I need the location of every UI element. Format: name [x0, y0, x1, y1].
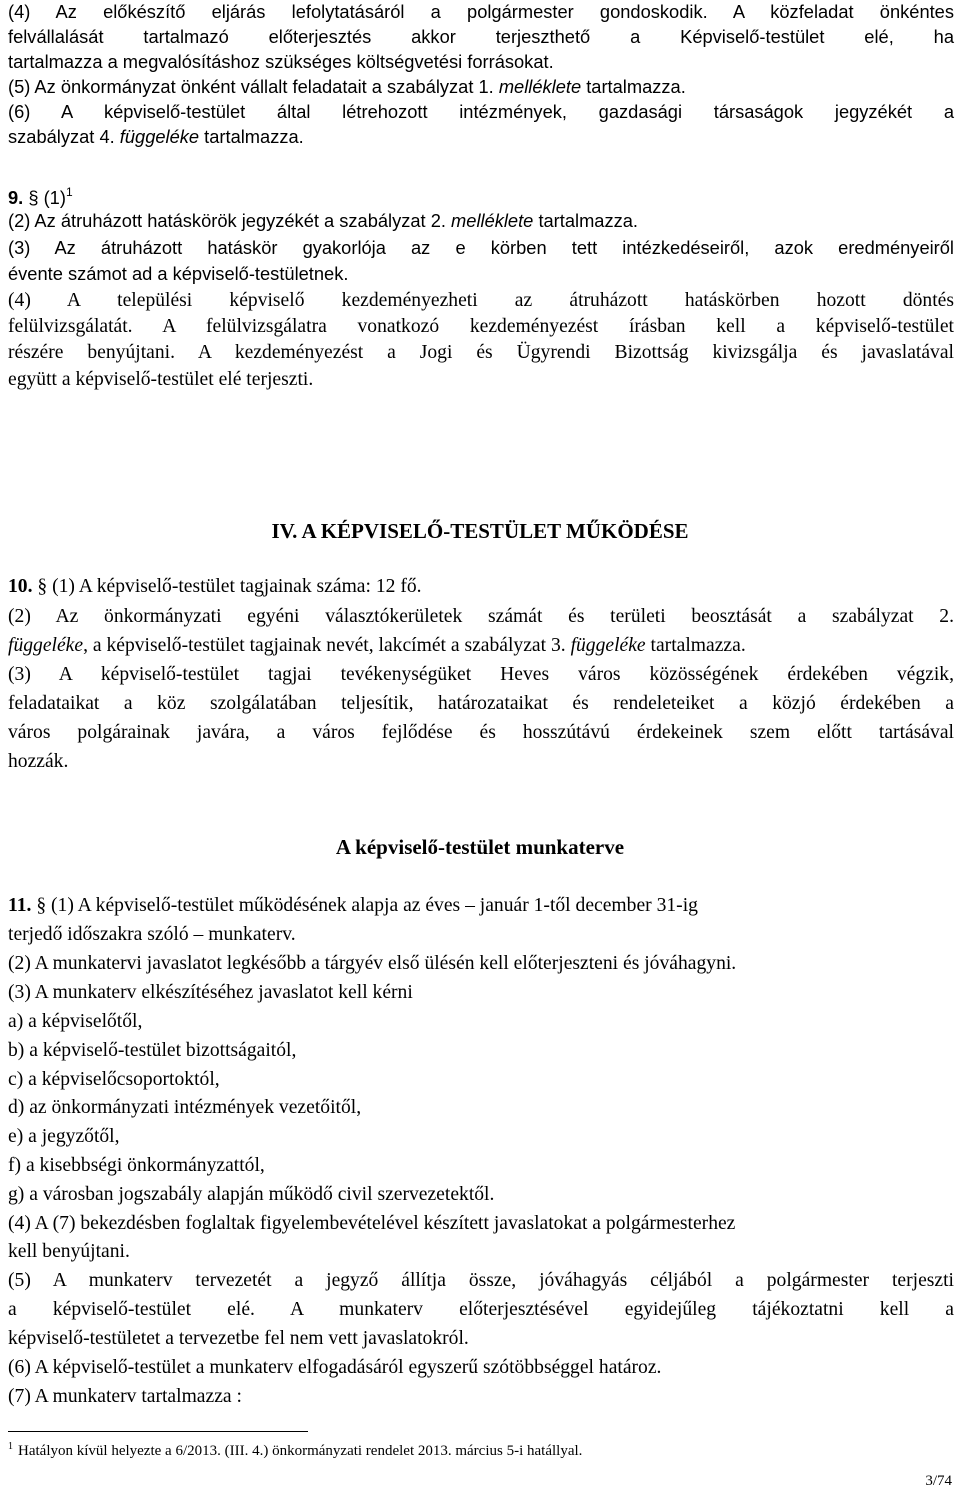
- section-sign-link[interactable]: §: [36, 895, 47, 916]
- section-10-heading: [8, 575, 422, 599]
- paragraph-line: város polgárainak javára, a város fejlődése és hosszútávú érdekeinek szem előtt tartásával: [8, 722, 954, 743]
- paragraph-line: (4) A települési képviselő kezdeményezheti az átruházott hatáskörben hozott döntés: [8, 290, 954, 311]
- list-item: e) a jegyzőtől,: [8, 1126, 120, 1147]
- paragraph-line: (4) A (7) bekezdésben foglaltak figyelembevételével készített javaslatokat a polgármesterhez: [8, 1213, 736, 1234]
- paragraph-line: részére benyújtani. A kezdeményezést a Jogi és Ügyrendi Bizottság kivizsgálja és javaslatával: [8, 342, 954, 363]
- section-sign-link[interactable]: §: [28, 187, 39, 208]
- list-item: c) a képviselőcsoportoktól,: [8, 1069, 220, 1090]
- paragraph-line: feladataikat a köz szolgálatában teljesítik, határozataikat és rendeleteiket a közjó érdekében a: [8, 693, 954, 714]
- paragraph-line: (7) A munkaterv tartalmazza :: [8, 1386, 242, 1407]
- section-number: 10.: [8, 576, 33, 597]
- text-run: (1) A képviselő-testület tagjainak száma: 12 fő.: [47, 576, 422, 597]
- footnote-text: Hatályon kívül helyezte a 6/2013. (III. 4.) önkormányzati rendelet 2013. március 5-i hatállyal.: [18, 1443, 583, 1459]
- paragraph-line: [8, 125, 304, 149]
- section-11-heading: [8, 894, 698, 918]
- paragraph-line: (5) A munkaterv tervezetét a jegyző állítja össze, jóváhagyás céljából a polgármester terjeszti: [8, 1270, 954, 1291]
- text-run: tartalmazza.: [199, 126, 304, 147]
- list-item: d) az önkormányzati intézmények vezetőitől,: [8, 1097, 362, 1118]
- italic-text-run: melléklete: [498, 76, 582, 97]
- list-item: f) a kisebbségi önkormányzattól,: [8, 1155, 265, 1176]
- paragraph-line: kell benyújtani.: [8, 1241, 130, 1262]
- paragraph-line: hozzák.: [8, 751, 69, 772]
- text-run: (2) Az átruházott hatáskörök jegyzékét a szabályzat 2.: [8, 210, 452, 231]
- paragraph-line: (6) A képviselő-testület a munkaterv elfogadásáról egyszerű szótöbbséggel határoz.: [8, 1357, 662, 1378]
- paragraph-line: (6) A képviselő-testület által létrehozott intézmények, gazdasági társaságok jegyzékét a: [8, 101, 954, 122]
- text-run: tartalmazza.: [581, 76, 686, 97]
- page-number: 3/74: [925, 1473, 952, 1489]
- paragraph-line: (3) A képviselő-testület tagjai tevékenységüket Heves város közösségének érdekében végzik,: [8, 664, 954, 685]
- italic-text-run: melléklete: [451, 210, 534, 231]
- italic-text-run: függeléke: [570, 635, 646, 656]
- italic-text-run: függeléke: [8, 635, 84, 656]
- paragraph-line: (2) Az önkormányzati egyéni választókerületek számát és területi beosztását a szabályzat 2.: [8, 606, 954, 627]
- text-run: (5) Az önkormányzat önként vállalt feladatait a szabályzat 1.: [8, 76, 499, 97]
- paragraph-line: (4) Az előkészítő eljárás lefolytatásáról a polgármester gondoskodik. A közfeladat önkéntes: [8, 1, 954, 22]
- text-run: tartalmazza.: [533, 210, 639, 231]
- text-run: szabályzat 4.: [8, 126, 120, 147]
- section-heading: A képviselő-testület munkaterve: [335, 835, 625, 859]
- list-item: b) a képviselő-testület bizottságaitól,: [8, 1040, 297, 1061]
- section-9-heading: [8, 180, 73, 210]
- text-run: tartalmazza.: [645, 635, 746, 656]
- paragraph-line: [8, 634, 746, 658]
- paragraph-line: [8, 75, 686, 99]
- paragraph-line: a képviselő-testület elé. A munkaterv előterjesztésével egyidejűleg tájékoztatni kell a: [8, 1299, 954, 1320]
- paragraph-line: terjedő időszakra szóló – munkaterv.: [8, 924, 296, 945]
- chapter-heading: IV. A KÉPVISELŐ-TESTÜLET MŰKÖDÉSE: [271, 519, 689, 543]
- paragraph-line: (3) A munkaterv elkészítéséhez javaslatot kell kérni: [8, 982, 413, 1003]
- paragraph-line: képviselő-testületet a tervezetbe fel nem vett javaslatokról.: [8, 1328, 469, 1349]
- paragraph-line: (3) Az átruházott hatáskör gyakorlója az e körben tett intézkedéseiről, azok eredményeiről: [8, 237, 954, 258]
- italic-text-run: függeléke: [119, 126, 200, 147]
- section-number: 9.: [8, 187, 24, 208]
- list-item: g) a városban jogszabály alapján működő civil szervezetektől.: [8, 1184, 495, 1205]
- footnote-reference[interactable]: 1: [65, 185, 73, 199]
- footnote: [8, 1441, 582, 1460]
- text-run: (1) A képviselő-testület működésének alapja az éves – január 1-től december 31-ig: [46, 895, 698, 916]
- paragraph-line: évente számot ad a képviselő-testületnek.: [8, 263, 349, 284]
- section-sign-link[interactable]: §: [37, 576, 48, 597]
- paragraph-line: tartalmazza a megvalósításhoz szükséges költségvetési forrásokat.: [8, 51, 554, 72]
- text-run: (1): [38, 187, 66, 208]
- paragraph-line: felülvizsgálatát. A felülvizsgálatra vonatkozó kezdeményezést írásban kell a képviselő-testület: [8, 316, 954, 337]
- text-run: , a képviselő-testület tagjainak nevét, lakcímét a szabályzat 3.: [83, 635, 571, 656]
- list-item: a) a képviselőtől,: [8, 1011, 143, 1032]
- footnote-separator: [8, 1431, 308, 1432]
- paragraph-line: felvállalását tartalmazó előterjesztés akkor terjeszthető a Képviselő-testület elé, ha: [8, 26, 954, 47]
- paragraph-line: együtt a képviselő-testület elé terjeszti.: [8, 369, 314, 390]
- footnote-number: 1: [8, 1441, 13, 1452]
- paragraph-line: (2) A munkatervi javaslatot legkésőbb a tárgyév első ülésén kell előterjeszteni és jóváhagyni.: [8, 953, 737, 974]
- section-number: 11.: [8, 895, 32, 916]
- paragraph-line: [8, 209, 638, 233]
